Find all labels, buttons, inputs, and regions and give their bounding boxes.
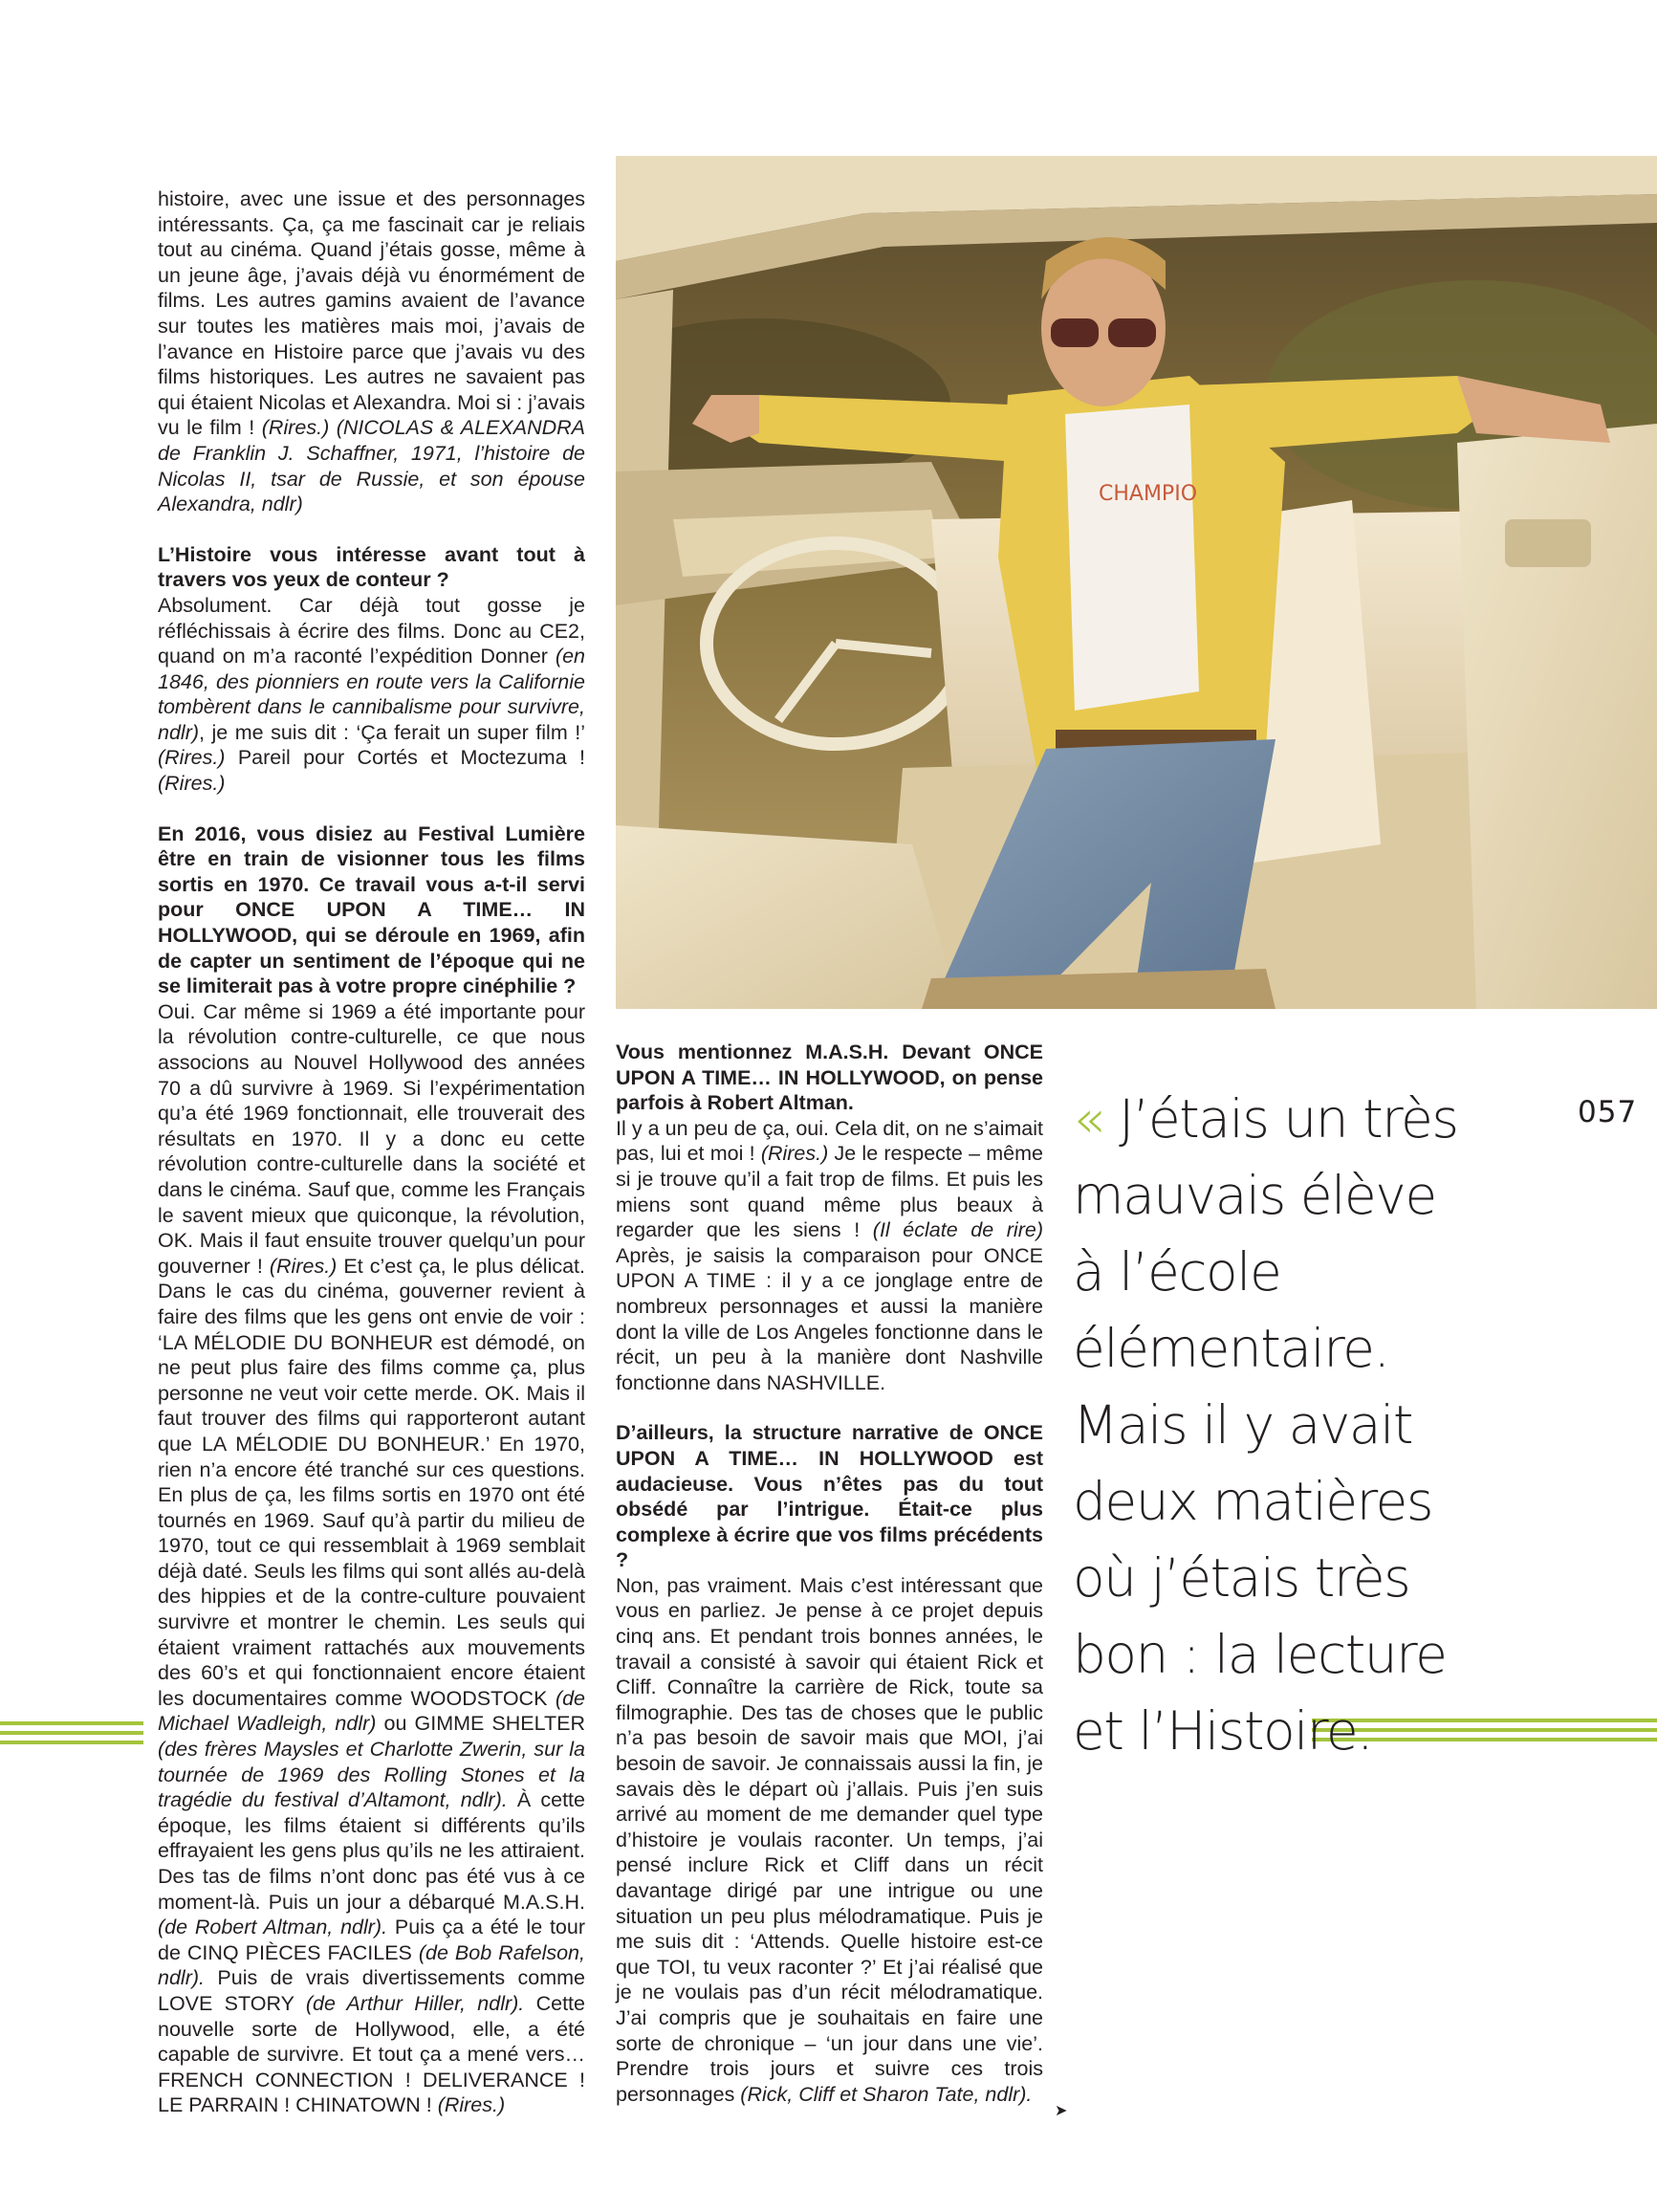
- paragraph-1: histoire, avec une issue et des personnages intéressants. Ça, ça me fascinait car je reliais tout au cinéma. Quand j’étais gosse, même à un jeune âge, j’avais déjà vu énormément de films. Les autres gamins avaient de l’avance sur toutes les matières mais moi, j’avais de l’avance en Histoire parce que j’avais vu des films historiques. Les autres ne savaient pas qui étaient Nicolas et Alexandra. Moi si : j’avais vu le film ! (Rires.) (NICOLAS & ALEXANDRA de Franklin J. Schaffner, 1971, l’histoire de Nicolas II, tsar de Russie, et son épouse Alexandra, ndlr): [158, 187, 585, 516]
- question-4: Vous mentionnez M.A.S.H. Devant ONCE UPON A TIME… IN HOLLYWOOD, on pense parfois à Robert Altman.: [616, 1040, 1043, 1115]
- question-answer-2: L’Histoire vous intéresse avant tout à travers vos yeux de conteur ? Absolument. Car déjà tout gosse je réfléchissais à écrire des films. Donc au CE2, quand on m’a raconté l’expédition Donner (en 1846, des pionniers en route vers la Californie tombèrent dans le cannibalisme pour survivre, ndlr), je me suis dit : ‘Ça ferait un super film !’ (Rires.) Pareil pour Cortés et Moctezuma ! (Rires.): [158, 542, 585, 796]
- pull-quote-line-5: Mais il y avait: [1073, 1394, 1412, 1456]
- pull-quote-line-6: deux matières: [1073, 1471, 1433, 1532]
- middle-column: [616, 1040, 1043, 2132]
- question-3: En 2016, vous disiez au Festival Lumière être en train de visionner tous les films sortis en 1970. Ce travail vous a-t-il servi pour ONCE UPON A TIME… IN HOLLYWOOD, qui se déroule en 1969, afin de capter un sentiment de l’époque qui ne se limiterait pas à votre propre cinéphilie ?: [158, 821, 585, 998]
- quote-open-mark: «: [1073, 1088, 1104, 1150]
- pull-quote-line-1: « J’étais un très: [1073, 1088, 1458, 1150]
- decorative-stripes-left: [0, 1721, 143, 1750]
- pull-quote: [1073, 1081, 1484, 1769]
- pull-quote-line-2: mauvais élève: [1073, 1165, 1436, 1226]
- question-answer-4: Vous mentionnez M.A.S.H. Devant ONCE UPON A TIME… IN HOLLYWOOD, on pense parfois à Robert Altman. Il y a un peu de ça, oui. Cela dit, on ne s’aimait pas, lui et moi ! (Rires.) Je le respecte – même si je trouve qu’il a fait trop de films. Et puis les miens sont quand même plus beaux à regarder que les siens ! (Il éclate de rire) Après, je saisis la comparaison pour ONCE UPON A TIME : il y a ce jonglage entre de nombreux personnages et aussi la manière dont la ville de Los Angeles fonctionne dans le récit, un peu à la manière dont Nashville fonctionne dans NASHVILLE.: [616, 1040, 1043, 1394]
- pull-quote-line-7: où j’étais très: [1073, 1547, 1410, 1609]
- page-number: 057: [1578, 1095, 1638, 1129]
- pull-quote-line-4: élémentaire.: [1073, 1318, 1389, 1379]
- svg-text:CHAMPIO: CHAMPIO: [1099, 482, 1198, 506]
- continue-arrow-icon: ➤: [1055, 2103, 1068, 2119]
- pull-quote-line-3: à l’école: [1073, 1241, 1281, 1303]
- left-column: [158, 186, 585, 2143]
- stripe: [0, 1731, 143, 1735]
- stripe: [0, 1721, 143, 1725]
- pull-quote-line-8: bon : la lecture: [1073, 1624, 1447, 1685]
- question-2: L’Histoire vous intéresse avant tout à travers vos yeux de conteur ?: [158, 542, 585, 592]
- stripe: [0, 1741, 143, 1744]
- photo-man-in-car: [616, 156, 1657, 1009]
- question-5: D’ailleurs, la structure narrative de ONCE UPON A TIME… IN HOLLYWOOD est audacieuse. Vous n’êtes pas du tout obsédé par l’intrigue. Était-ce plus complexe à écrire que vos films précédents ?: [616, 1421, 1043, 1572]
- pull-quote-line-9: et l’Histoire.: [1073, 1700, 1373, 1762]
- photo-illustration: [616, 156, 1657, 1009]
- question-answer-3: En 2016, vous disiez au Festival Lumière être en train de visionner tous les films sortis en 1970. Ce travail vous a-t-il servi pour ONCE UPON A TIME… IN HOLLYWOOD, qui se déroule en 1969, afin de capter un sentiment de l’époque qui ne se limiterait pas à votre propre cinéphilie ? Oui. Car même si 1969 a été importante pour la révolution contre-culturelle, ce que nous associons au Nouvel Hollywood des années 70 a dû survivre à 1969. Si l’expérimentation qu’a été 1969 fonctionnait, elle trouverait des résultats en 1970. Il y a donc eu cette révolution contre-culturelle dans la société et dans le cinéma. Sauf que, comme les Français le savent mieux que quiconque, la révolution, OK. Mais il faut ensuite trouver quelqu’un pour gouverner ! (Rires.) Et c’est ça, le plus délicat. Dans le cas du cinéma, gouverner revient à faire des films que les gens ont envie de voir : ‘LA MÉLODIE DU BONHEUR est démodé, on ne peut plus faire des films comme ça, plus personne ne veut voir cette merde. OK. Mais il faut trouver des films qui rapporteront autant que LA MÉLODIE DU BONHEUR.’ En 1970, rien n’a encore été tranché sur ces questions. En plus de ça, les films sortis en 1970 ont été tournés en 1969. Sauf qu’à partir du milieu de 1970, tout ce qui ressemblait à 1969 semblait déjà daté. Seuls les films qui sont allés au-delà des hippies et de la contre-culture pouvaient survivre et montrer le chemin. Les seuls qui étaient vraiment rattachés aux mouvements des 60’s et qui fonctionnaient encore étaient les documentaires comme WOODSTOCK (de Michael Wadleigh, ndlr) ou GIMME SHELTER (des frères Maysles et Charlotte Zwerin, sur la tournée de 1969 des Rolling Stones et la tragédie du festival d’Altamont, ndlr). À cette époque, les films étaient si différents qu’ils effrayaient les gens plus qu’ils ne les attiraient. Des tas de films n’ont donc pas été vus à ce moment-là. Puis un jour a débarqué M.A.S.H. (de Robert Altman, ndlr). Puis ça a été le tour de CINQ PIÈCES FACILES (de Bob Rafelson, ndlr). Puis de vrais divertissements comme LOVE STORY (de Arthur Hiller, ndlr). Cette nouvelle sorte de Hollywood, elle, a été capable de survivre. Et tout ça a mené vers… FRENCH CONNECTION ! DELIVERANCE ! LE PARRAIN ! CHINATOWN ! (Rires.): [158, 821, 586, 2117]
- question-answer-5: D’ailleurs, la structure narrative de ONCE UPON A TIME… IN HOLLYWOOD est audacieuse. Vous n’êtes pas du tout obsédé par l’intrigue. Était-ce plus complexe à écrire que vos films précédents ? Non, pas vraiment. Mais c’est intéressant que vous en parliez. Je pense à ce projet depuis cinq ans. Et pendant trois bonnes années, le travail a consisté à savoir qui étaient Rick et Cliff. Connaître la carrière de Rick, toute sa filmographie. Des tas de choses que le public n’a pas besoin de savoir mais que MOI, j’ai besoin de savoir. Je connaissais aussi la fin, je savais dès le départ où j’allais. Puis j’en suis arrivé au moment de me demander quel type d’histoire je voulais raconter. Un temps, j’ai pensé inclure Rick et Cliff dans un récit davantage dirigé par une intrigue ou une situation un peu plus mélodramatique. Puis je me suis dit : ‘Attends. Quelle histoire est-ce que TOI, tu veux raconter ?’ Et j’ai réalisé que je ne voulais pas d’un récit mélodramatique. J’ai compris que je souhaitais en faire une sorte de chronique – ‘un jour dans une vie’. Prendre trois jours et suivre ces trois personnages (Rick, Cliff et Sharon Tate, ndlr).: [616, 1421, 1043, 2106]
